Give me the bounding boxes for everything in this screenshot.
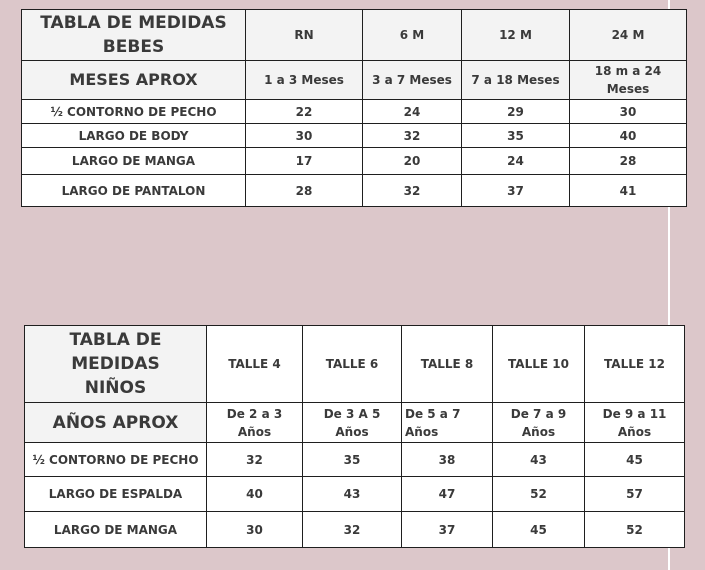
row-label: ½ CONTORNO DE PECHO: [22, 100, 246, 124]
value-cell: 37: [462, 175, 570, 207]
value-cell: 17: [246, 148, 363, 175]
age-cell: 3 a 7 Meses: [363, 61, 462, 100]
column-header: TALLE 10: [493, 326, 585, 403]
column-header: TALLE 4: [207, 326, 303, 403]
value-cell: 35: [462, 124, 570, 148]
age-cell: De 2 a 3 Años: [207, 403, 303, 443]
value-cell: 30: [207, 512, 303, 548]
value-cell: 20: [363, 148, 462, 175]
table-title: TABLA DE MEDIDAS NIÑOS: [25, 326, 207, 403]
value-cell: 32: [303, 512, 402, 548]
value-cell: 29: [462, 100, 570, 124]
value-cell: 40: [570, 124, 687, 148]
column-header: 12 M: [462, 10, 570, 61]
value-cell: 24: [363, 100, 462, 124]
column-header: TALLE 8: [402, 326, 493, 403]
value-cell: 52: [585, 512, 685, 548]
age-label: MESES APROX: [22, 61, 246, 100]
age-cell: De 7 a 9 Años: [493, 403, 585, 443]
kids-size-table: [24, 325, 685, 548]
value-cell: 45: [493, 512, 585, 548]
age-cell: 18 m a 24 Meses: [570, 61, 687, 100]
value-cell: 24: [462, 148, 570, 175]
header-row: [25, 326, 685, 403]
table-row: [22, 124, 687, 148]
value-cell: 30: [570, 100, 687, 124]
age-cell: De 9 a 11 Años: [585, 403, 685, 443]
value-cell: 37: [402, 512, 493, 548]
value-cell: 38: [402, 443, 493, 477]
column-header: RN: [246, 10, 363, 61]
value-cell: 28: [570, 148, 687, 175]
value-cell: 35: [303, 443, 402, 477]
value-cell: 45: [585, 443, 685, 477]
baby-size-table: [21, 9, 687, 207]
age-cell: 1 a 3 Meses: [246, 61, 363, 100]
row-label: LARGO DE BODY: [22, 124, 246, 148]
table-row: [22, 148, 687, 175]
column-header: TALLE 12: [585, 326, 685, 403]
row-label: LARGO DE PANTALON: [22, 175, 246, 207]
table-row: [22, 100, 687, 124]
column-header: 24 M: [570, 10, 687, 61]
row-label: ½ CONTORNO DE PECHO: [25, 443, 207, 477]
value-cell: 28: [246, 175, 363, 207]
row-label: LARGO DE MANGA: [22, 148, 246, 175]
value-cell: 40: [207, 477, 303, 512]
value-cell: 32: [207, 443, 303, 477]
table-title: TABLA DE MEDIDAS BEBES: [22, 10, 246, 61]
row-label: LARGO DE MANGA: [25, 512, 207, 548]
row-label: LARGO DE ESPALDA: [25, 477, 207, 512]
value-cell: 57: [585, 477, 685, 512]
value-cell: 30: [246, 124, 363, 148]
table-row: [25, 512, 685, 548]
value-cell: 22: [246, 100, 363, 124]
header-row: [22, 10, 687, 61]
value-cell: 43: [493, 443, 585, 477]
value-cell: 32: [363, 175, 462, 207]
column-header: TALLE 6: [303, 326, 402, 403]
table-row: [22, 175, 687, 207]
value-cell: 32: [363, 124, 462, 148]
value-cell: 52: [493, 477, 585, 512]
column-header: 6 M: [363, 10, 462, 61]
age-cell: 7 a 18 Meses: [462, 61, 570, 100]
age-row: [22, 61, 687, 100]
age-cell: De 3 A 5 Años: [303, 403, 402, 443]
table-row: [25, 477, 685, 512]
value-cell: 47: [402, 477, 493, 512]
table-row: [25, 443, 685, 477]
age-row: [25, 403, 685, 443]
age-cell: De 5 a 7 Años: [402, 403, 493, 443]
value-cell: 43: [303, 477, 402, 512]
age-label: AÑOS APROX: [25, 403, 207, 443]
value-cell: 41: [570, 175, 687, 207]
